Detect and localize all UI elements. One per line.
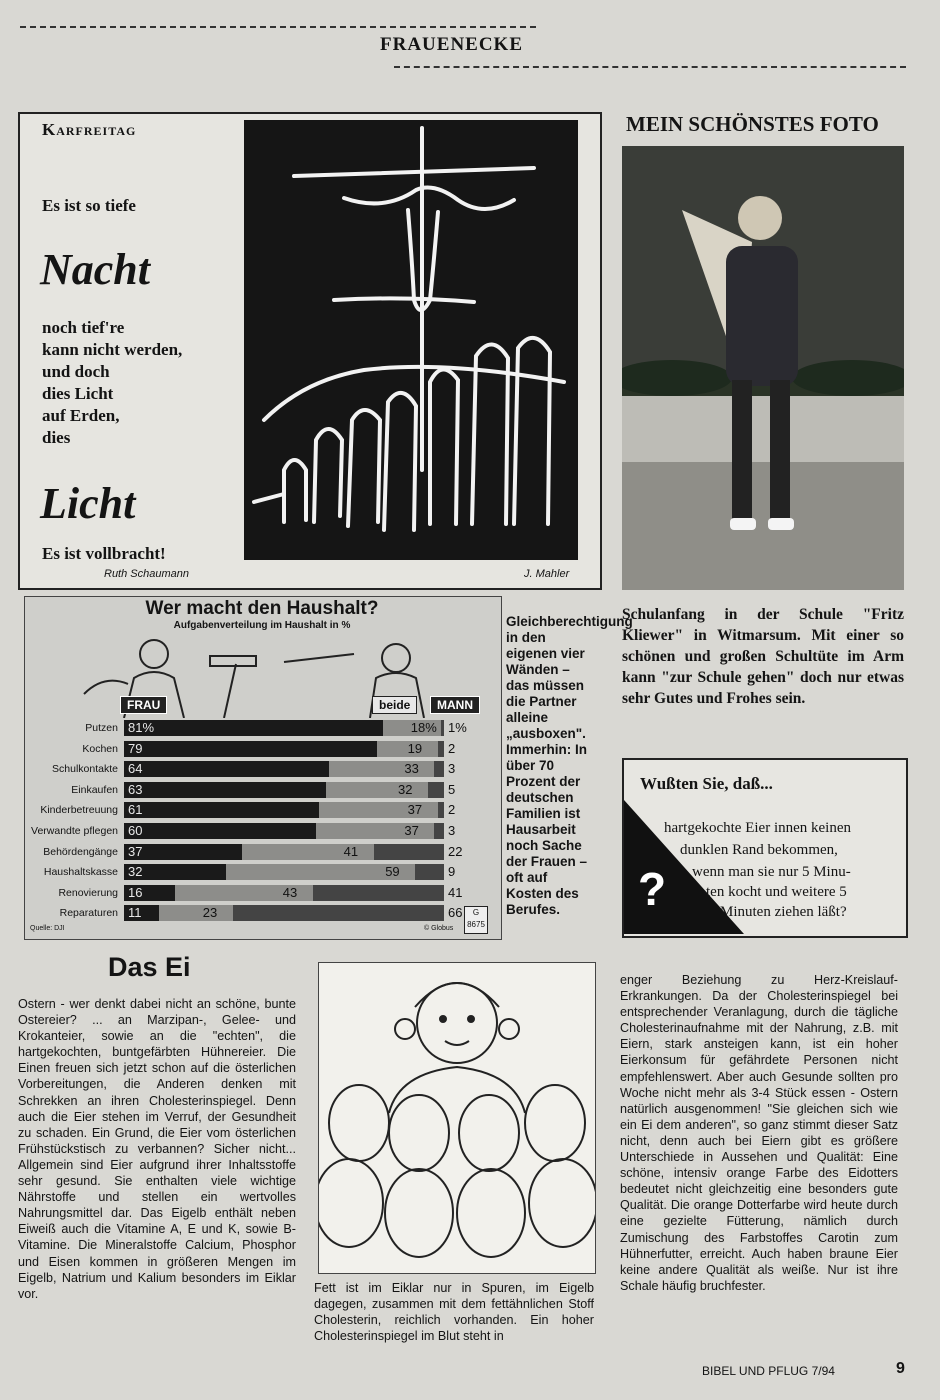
poem-line: kann nicht werden, [42,340,183,359]
wussten-line: hartgekochte Eier innen keinen [664,820,852,836]
chart-data-label: 3 [448,761,456,777]
poem-big-word: Licht [40,479,136,528]
chart-data-label: 59 [385,864,400,880]
chart-credit: © Globus [424,925,454,932]
legend-mann: MANN [430,696,480,714]
chart-bar-beide [326,782,428,798]
chart-bar-mann [434,761,444,777]
chart-data-label: 60 [128,823,143,838]
question-mark-icon: ? [638,863,667,915]
chart-category-label: Putzen [85,722,118,734]
chart-bar-frau [124,761,329,777]
chart-bar-mann [428,782,444,798]
chart-bar-beide [159,905,233,921]
article-column-1: Ostern - wer denkt dabei nicht an schöne, bunte Ostereier? ... an Marzipan-, Gelee- und Krokanteier, sowie an die "echten", die hartgekochten, buntgefärbten Hühnereier. Die Einen freuen sich jetzt schon auf die österlichen Vorbereitungen, die Anderen denken mit Schrekken an ihren Cholesterinspiegel. Denn auch die Eier stehen im Verruf, der Gesundheit zu schaden. Ein Grund, die Eier vom österlichen Frühstückstisch zu verbannen? Sicher nicht... Allgemein sind Eier aufgrund ihrer Inhaltsstoffe sehr gesund. Sie enthalten viele wichtige Nährstoffe und stellen ein wertvolles Nahrungsmittel dar. Das Eigelb enthält neben Eiweiß auch die Vitamine A, E und K, sowie B-Vitamine. Die Mineralstoffe Calcium, Phosphor und Eisen kommen in größeren Mengen im Eigelb, Natrium und Kalium besonders im Eiklar vor. [18,997,296,1301]
chart-source: Quelle: DJI [30,925,65,932]
chart-illustration [24,634,500,718]
chart-side-text: Gleichberechtigung in den eigenen vier Wänden – das müssen die Partner alleine „ausboxen". Immerhin: In über 70 Prozent der deutschen Familien ist Hausarbeit noch Sache der Frauen – oft auf Kosten des Berufes. [506,614,633,917]
chart-category-label: Einkaufen [71,783,118,796]
photo-caption: Schulanfang in der Schule "Fritz Kliewer" in Witmarsum. Mit einer so schönen und großen Schultüte im Arm kann "zur Schule gehen" doch nur etwas sehr Gutes und Frohes sein. [622,606,904,707]
article-title: Das Ei [108,952,191,982]
photo-title: MEIN SCHÖNSTES FOTO [626,112,879,136]
chart-category-label: Reparaturen [59,907,118,920]
chart-category-label: Renovierung [58,886,118,899]
poem-line: und doch [42,362,110,381]
chart-data-label: 41 [343,843,359,859]
chart-bar-mann [415,864,444,880]
chart-data-label: 5 [448,781,456,797]
chart-bar-mann [438,802,444,818]
chart-data-label: 23 [202,905,218,921]
wussten-line: wenn man sie nur 5 Minu- [692,864,851,880]
chart-data-label: 37 [404,823,419,838]
wussten-line: Minuten ziehen läßt? [720,904,847,920]
chart-bar-frau [124,823,316,839]
child-photo [622,146,904,590]
chart-data-label: 81% [128,720,155,735]
chart-data-label: 22 [448,843,463,859]
chart-data-label: 1% [448,720,467,735]
chart-subtitle: Aufgabenverteilung im Haushalt in % [173,620,351,631]
chart-category-label: Schulkontakte [52,763,118,776]
chart-data-label: 61 [128,802,143,818]
poem-big-word: Nacht [40,245,150,294]
poem-line: Es ist so tiefe [42,196,136,215]
article-column-2: Fett ist im Eiklar nur in Spuren, im Eigelb dagegen, zusammen mit dem fettähnlichen Stoff Cholesterin, reichlich vorhanden. Ein hoher Cholesterinspiegel im Blut steht in [314,1281,594,1344]
globus-code: G 8675 [464,906,488,934]
section-header: FRAUENECKE [380,34,524,55]
artist-credit: J. Mahler [524,568,570,580]
poem-line: noch tief're [42,318,125,337]
legend-beide: beide [372,696,417,714]
chart-category-label: Haushaltskasse [43,866,118,879]
chart-bar-mann [438,741,444,757]
wussten-title: Wußten Sie, daß... [640,774,773,793]
chart-data-label: 2 [448,740,456,756]
chart-category-label: Verwandte pflegen [31,825,118,837]
chart-bar-mann [313,885,444,901]
chart-bar-mann [233,905,444,921]
poem-last-line: Es ist vollbracht! [42,544,166,563]
chart-bar-frau [124,720,383,736]
chart-data-label: 18% [410,720,437,735]
chart-bar-frau [124,741,377,757]
chart-data-label: 11 [128,905,142,921]
chart-data-label: 9 [448,864,456,880]
chart-data-label: 63 [128,781,143,797]
chart-bar-mann [441,720,444,736]
chart-category-label: Kinderbetreuung [40,804,118,817]
egg-illustration [318,962,596,1274]
poem-line: auf Erden, [42,406,120,425]
chart-data-label: 66 [448,905,463,921]
header-rule [394,66,906,68]
chart-data-label: 32 [128,864,143,880]
chart-data-label: 32 [398,781,413,797]
chart-data-label: 37 [128,843,143,859]
poem-line: dies Licht [42,384,114,403]
legend-frau: FRAU [120,696,167,714]
chart-data-label: 43 [282,884,298,900]
chart-category-label: Kochen [82,742,118,755]
top-rule [20,26,536,28]
wussten-line: ten kocht und weitere 5 [706,884,847,900]
chart-data-label: 2 [448,802,456,818]
crucifixion-artwork [244,120,578,560]
publication-footer: BIBEL UND PFLUG 7/94 [702,1364,835,1378]
chart-bar-mann [374,844,444,860]
chart-data-label: 37 [407,802,423,818]
chart-bar-mann [434,823,444,839]
chart-data-label: 64 [128,761,143,777]
wussten-line: dunklen Rand bekommen, [680,842,838,858]
chart-data-label: 33 [404,761,419,777]
chart-bar-frau [124,782,326,798]
chart-category-label: Behördengänge [43,845,118,858]
article-column-3: enger Beziehung zu Herz-Kreislauf-Erkrankungen. Da der Cholesterinspiegel bei entsprechender Veranlagung, durch die tägliche Cholesterinaufnahme mit der Nahrung, z.B. mit Eiern, stark ansteigen kann, ist ein hoher Eierkonsum für gefährdete Personen nicht empfehlenswert. Aber auch Gesunde sollten pro Woche nicht mehr als 3-4 Stück essen - Ostern natürlich ausgenommen! "Sie gleichen sich wie ein Ei dem anderen", so ganz stimmt dieser Satz nicht, denn auch bei Eiern gibt es größere Unterschiede in Aussehen und Qualität: Eine schöne, intensiv orange Farbe des Eidotters bedeutet nicht gleichzeitig eine besonders gute Qualität. Die orange Dotterfarbe wird heute durch eine gezielte Fütterung, nämlich durch Zumischung des Farbstoffes Carotin zum Hühnerfutter, erreicht. Auch haben braune Eier keine andere Qualität als weiße. Nur ist ihre Schale häufig bruchfester. [620,973,898,1293]
chart-data-label: 3 [448,823,456,838]
chart-data-label: 79 [128,740,143,756]
chart-bar-frau [124,802,319,818]
chart-data-label: 41 [448,884,463,900]
poem-author: Ruth Schaumann [104,568,189,580]
poem-line: dies [42,428,71,447]
page-number: 9 [896,1360,905,1377]
poem-title: Karfreitag [42,120,137,139]
chart-data-label: 16 [128,884,143,900]
chart-data-label: 19 [407,740,423,756]
chart-title: Wer macht den Haushalt? [145,598,379,619]
